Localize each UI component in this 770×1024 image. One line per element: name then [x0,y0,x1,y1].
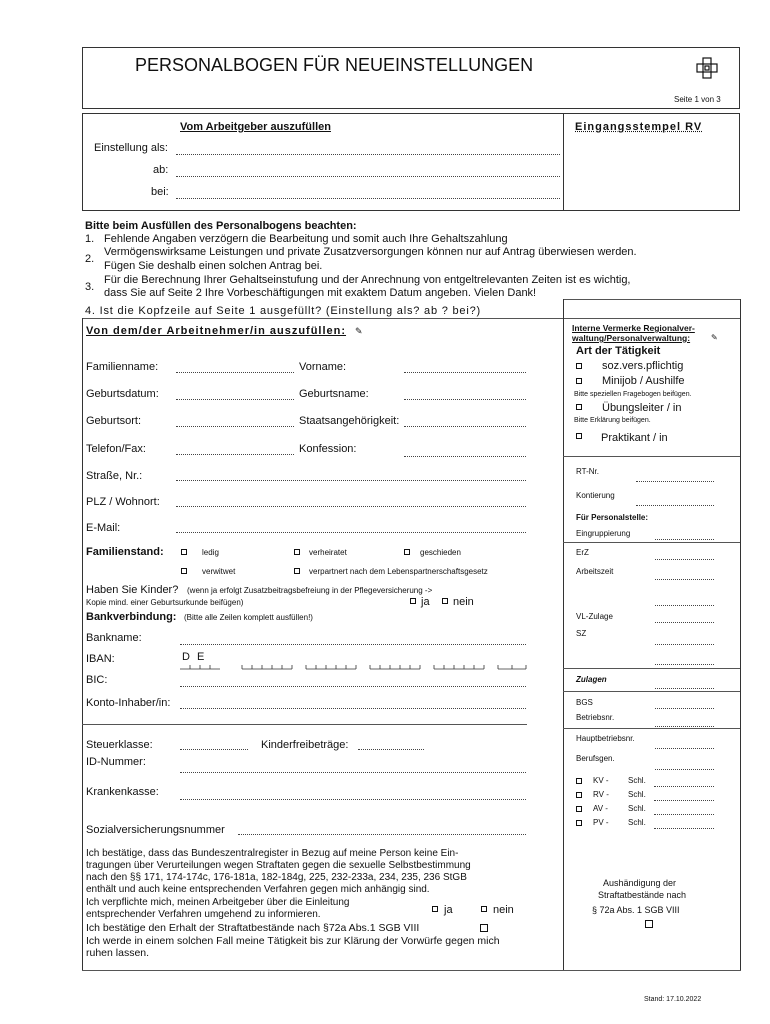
telefon-label: Telefon/Fax: [86,443,146,455]
aushaendigung-checkbox[interactable] [645,920,653,928]
declaration-line-6: entsprechender Verfahren umgehend zu informieren. [86,909,321,920]
uebungsleiter-label: Übungsleiter / in [602,402,682,414]
declaration-line-5: Ich verpflichte mich, meinen Arbeitgeber über die Einleitung [86,897,350,908]
krankenkasse-label: Krankenkasse: [86,786,159,798]
rtnr-label: RT-Nr. [576,467,599,476]
kv-label: KV - [593,776,609,785]
kinder-note-2: Kopie mind. einer Geburtsurkunde beifügen) [86,598,244,607]
main-frame-right [740,299,741,970]
email-label: E-Mail: [86,522,121,534]
stand-date: Stand: 17.10.2022 [644,996,702,1003]
strasse-label: Straße, Nr.: [86,470,143,482]
konfession-field[interactable] [404,456,526,457]
verheiratet-checkbox[interactable] [294,549,300,555]
geburtsort-label: Geburtsort: [86,415,142,427]
iban-prefix: D E [182,651,207,663]
minijob-label: Minijob / Aushilfe [602,375,685,387]
minijob-checkbox[interactable] [576,378,582,384]
declaration-line-3: nach den §§ 171, 174-174c, 176-181a, 182-184g, 225, 232-233a, 234, 235, 236 StGB [86,872,467,883]
cross-logo-icon [696,57,718,79]
kontoinhaber-field[interactable] [180,708,526,709]
note-3a: Für die Berechnung Ihrer Gehaltseinstufung und der Anrechnung von entgeltrelevanten Zeiten ist es wichtig, [104,274,631,286]
note-1-num: 1. [85,233,95,245]
kontoinhaber-label: Konto-Inhaber/in: [86,697,171,709]
bei-field[interactable] [176,198,560,199]
av-label: AV - [593,804,608,813]
krankenkasse-field[interactable] [180,799,526,800]
praktikant-label: Praktikant / in [601,432,668,444]
kinder-ja-checkbox[interactable] [410,598,416,604]
sz-field[interactable] [655,644,714,645]
verheiratet-label: verheiratet [309,548,347,557]
bankname-field[interactable] [180,644,526,645]
bank-heading: Bankverbindung: [86,611,177,623]
stamp-heading: Eingangsstempel RV [575,121,703,133]
page-number: Seite 1 von 3 [674,95,721,104]
uebungsleiter-note: Bitte Erklärung beifügen. [574,417,651,424]
main-frame-bottom [82,970,741,971]
aushaendigung-line-2: Straftatbestände nach [598,890,687,900]
bei-label: bei: [151,186,169,198]
idnummer-field[interactable] [180,772,526,773]
einstellung-field[interactable] [176,154,560,155]
page-title: PERSONALBOGEN FÜR NEUEINSTELLUNGEN [135,55,534,75]
note-1: Fehlende Angaben verzögern die Bearbeitung und somit auch Ihre Gehaltszahlung [104,233,508,245]
pv-checkbox[interactable] [576,820,582,826]
note-3b: dass Sie auf Seite 2 Ihre Vorbeschäftigungen mit exaktem Datum angeben. Vielen Dank! [104,287,537,299]
vorname-field[interactable] [404,372,526,373]
einstellung-label: Einstellung als: [94,142,168,154]
kinder-nein-label: nein [453,596,474,608]
lebenspartner-checkbox[interactable] [294,568,300,574]
rv-label: RV - [593,790,609,799]
familienstand-label: Familienstand: [86,546,164,558]
rtnr-field[interactable] [636,481,714,482]
bankname-label: Bankname: [86,632,142,644]
rv-field[interactable] [654,800,714,801]
av-schl-label: Schl. [628,804,646,813]
hauptbetriebsnr-label: Hauptbetriebsnr. [576,734,635,743]
declaration-ja-label: ja [444,904,453,916]
declaration-ja-checkbox[interactable] [432,906,438,912]
geburtsname-label: Geburtsname: [299,388,369,400]
kv-checkbox[interactable] [576,778,582,784]
kinder-question: Haben Sie Kinder? [86,584,179,596]
berufsgen-field[interactable] [655,769,714,770]
plz-field[interactable] [176,506,526,507]
sidebar-heading-2: waltung/Personalverwaltung: [572,333,691,343]
arbeitszeit-field-2[interactable] [655,605,714,606]
kontierung-label: Kontierung [576,491,615,500]
praktikant-checkbox[interactable] [576,433,582,439]
sidebar-divider [563,299,564,970]
sidebar-heading-1: Interne Vermerke Regionalver- [572,323,695,333]
vlzulage-label: VL-Zulage [576,612,613,621]
declaration-line-7: Ich bestätige den Erhalt der Straftatbestände nach §72a Abs.1 SGB VIII [86,922,420,934]
sidebar-line-3 [563,668,740,669]
declaration-nein-label: nein [493,904,514,916]
pv-label: PV - [593,818,609,827]
geburtsname-field[interactable] [404,399,526,400]
employer-heading: Vom Arbeitgeber auszufüllen [180,121,331,133]
ab-field[interactable] [176,176,560,177]
geschieden-checkbox[interactable] [404,549,410,555]
email-field[interactable] [176,532,526,533]
staatsangehoerigkeit-label: Staatsangehörigkeit: [299,415,400,427]
bgs-label: BGS [576,698,593,707]
bank-note: (Bitte alle Zeilen komplett ausfüllen!) [184,613,313,622]
telefon-field[interactable] [176,454,294,455]
main-frame-left [82,318,83,970]
main-frame-top-left [82,318,740,319]
konfession-label: Konfession: [299,443,357,455]
eingruppierung-field[interactable] [655,539,714,540]
main-frame-top [563,299,740,300]
sozvers-label: soz.vers.pflichtig [602,360,684,372]
bgs-field[interactable] [655,708,714,709]
geburtsdatum-field[interactable] [176,399,294,400]
verwitwet-label: verwitwet [202,567,236,576]
declaration-line-1: Ich bestätige, dass das Bundeszentralregister in Bezug auf meine Person keine Ein- [86,848,459,859]
declaration-line-9: ruhen lassen. [86,947,150,959]
betriebsnr-label: Betriebsnr. [576,713,615,722]
rv-schl-label: Schl. [628,790,646,799]
bic-label: BIC: [86,674,108,686]
declaration-nein-checkbox[interactable] [481,906,487,912]
iban-label: IBAN: [86,653,115,665]
staatsangehoerigkeit-field[interactable] [404,426,526,427]
lebenspartner-label: verpartnert nach dem Lebenspartnerschaftsgesetz [309,567,488,576]
geburtsdatum-label: Geburtsdatum: [86,388,159,400]
note-4: 4. Ist die Kopfzeile auf Seite 1 ausgefüllt? (Einstellung als? ab ? bei?) [85,305,481,317]
kontierung-field[interactable] [636,505,714,506]
ledig-checkbox[interactable] [181,549,187,555]
ledig-label: ledig [202,548,219,557]
aushaendigung-line-3: § 72a Abs. 1 SGB VIII [592,905,680,915]
pen-icon-sidebar: ✎ [711,333,718,342]
kinder-nein-checkbox[interactable] [442,598,448,604]
pv-schl-label: Schl. [628,818,646,827]
stamp-divider [563,113,564,211]
erz-label: ErZ [576,548,589,557]
declaration-erhalt-checkbox[interactable] [480,924,488,932]
declaration-line-4: enthält und auch keine entsprechenden Verfahren gegen mich anhängig sind. [86,884,430,895]
sz-label: SZ [576,629,587,638]
sozvers-checkbox[interactable] [576,363,582,369]
strasse-field[interactable] [176,480,526,481]
bic-field[interactable] [180,686,526,687]
uebungsleiter-checkbox[interactable] [576,404,582,410]
note-2b: Fügen Sie deshalb einen solchen Antrag bei. [104,260,323,272]
pen-icon: ✎ [355,326,363,336]
note-2a: Vermögenswirksame Leistungen und private Zusatzversorgungen können nur auf Antrag überwiesen werden. [104,246,637,258]
iban-field[interactable] [180,657,528,667]
employee-heading: Von dem/der Arbeitnehmer/in auszufüllen: [86,325,347,337]
idnummer-label: ID-Nummer: [86,756,146,768]
minijob-note: Bitte speziellen Fragebogen beifügen. [574,391,692,398]
kinder-ja-label: ja [421,596,430,608]
plz-label: PLZ / Wohnort: [86,496,160,508]
zulagen-field[interactable] [655,688,714,689]
aushaendigung-line-1: Aushändigung der [603,878,677,888]
geburtsort-field[interactable] [176,426,294,427]
vorname-label: Vorname: [299,361,347,373]
kinder-note-1: (wenn ja erfolgt Zusatzbeitragsbefreiung in der Pflegeversicherung -> [187,586,433,595]
personalstelle-heading: Für Personalstelle: [576,513,649,522]
bank-section-line [82,724,527,725]
kinderfreibetraege-field[interactable] [358,749,424,750]
hauptbetriebsnr-field[interactable] [655,748,714,749]
kinderfreibetraege-label: Kinderfreibeträge: [261,739,349,751]
betriebsnr-field[interactable] [655,726,714,727]
verwitwet-checkbox[interactable] [181,568,187,574]
notes-heading: Bitte beim Ausfüllen des Personalbogens beachten: [85,220,357,232]
av-field[interactable] [654,814,714,815]
familienname-label: Familienname: [86,361,159,373]
ab-label: ab: [153,164,169,176]
sidebar-line-5 [563,728,740,729]
zulagen-heading: Zulagen [576,675,607,684]
note-3-num: 3. [85,281,95,293]
art-heading: Art der Tätigkeit [576,345,661,357]
sozialvers-label: Sozialversicherungsnummer [86,824,225,836]
rv-checkbox[interactable] [576,792,582,798]
av-checkbox[interactable] [576,806,582,812]
sz-field-2[interactable] [655,664,714,665]
arbeitszeit-field[interactable] [655,579,714,580]
steuerklasse-field[interactable] [180,749,248,750]
sidebar-line-1 [563,456,740,457]
note-2-num: 2. [85,253,95,265]
berufsgen-label: Berufsgen. [576,754,615,763]
eingruppierung-label: Eingruppierung [576,529,631,538]
arbeitszeit-label: Arbeitszeit [576,567,614,576]
kv-schl-label: Schl. [628,776,646,785]
kv-field[interactable] [654,786,714,787]
erz-field[interactable] [655,559,714,560]
declaration-line-8: Ich werde in einem solchen Fall meine Tätigkeit bis zur Klärung der Vorwürfe gegen mich [86,935,500,947]
geschieden-label: geschieden [420,548,461,557]
sozialvers-field[interactable] [238,834,526,835]
steuerklasse-label: Steuerklasse: [86,739,153,751]
familienname-field[interactable] [176,372,294,373]
pv-field[interactable] [654,828,714,829]
declaration-line-2: tragungen über Verurteilungen wegen Straftaten gegen die sexuelle Selbstbestimmung [86,860,471,871]
sidebar-line-2 [563,542,740,543]
sidebar-line-4 [563,691,740,692]
vlzulage-field[interactable] [655,622,714,623]
